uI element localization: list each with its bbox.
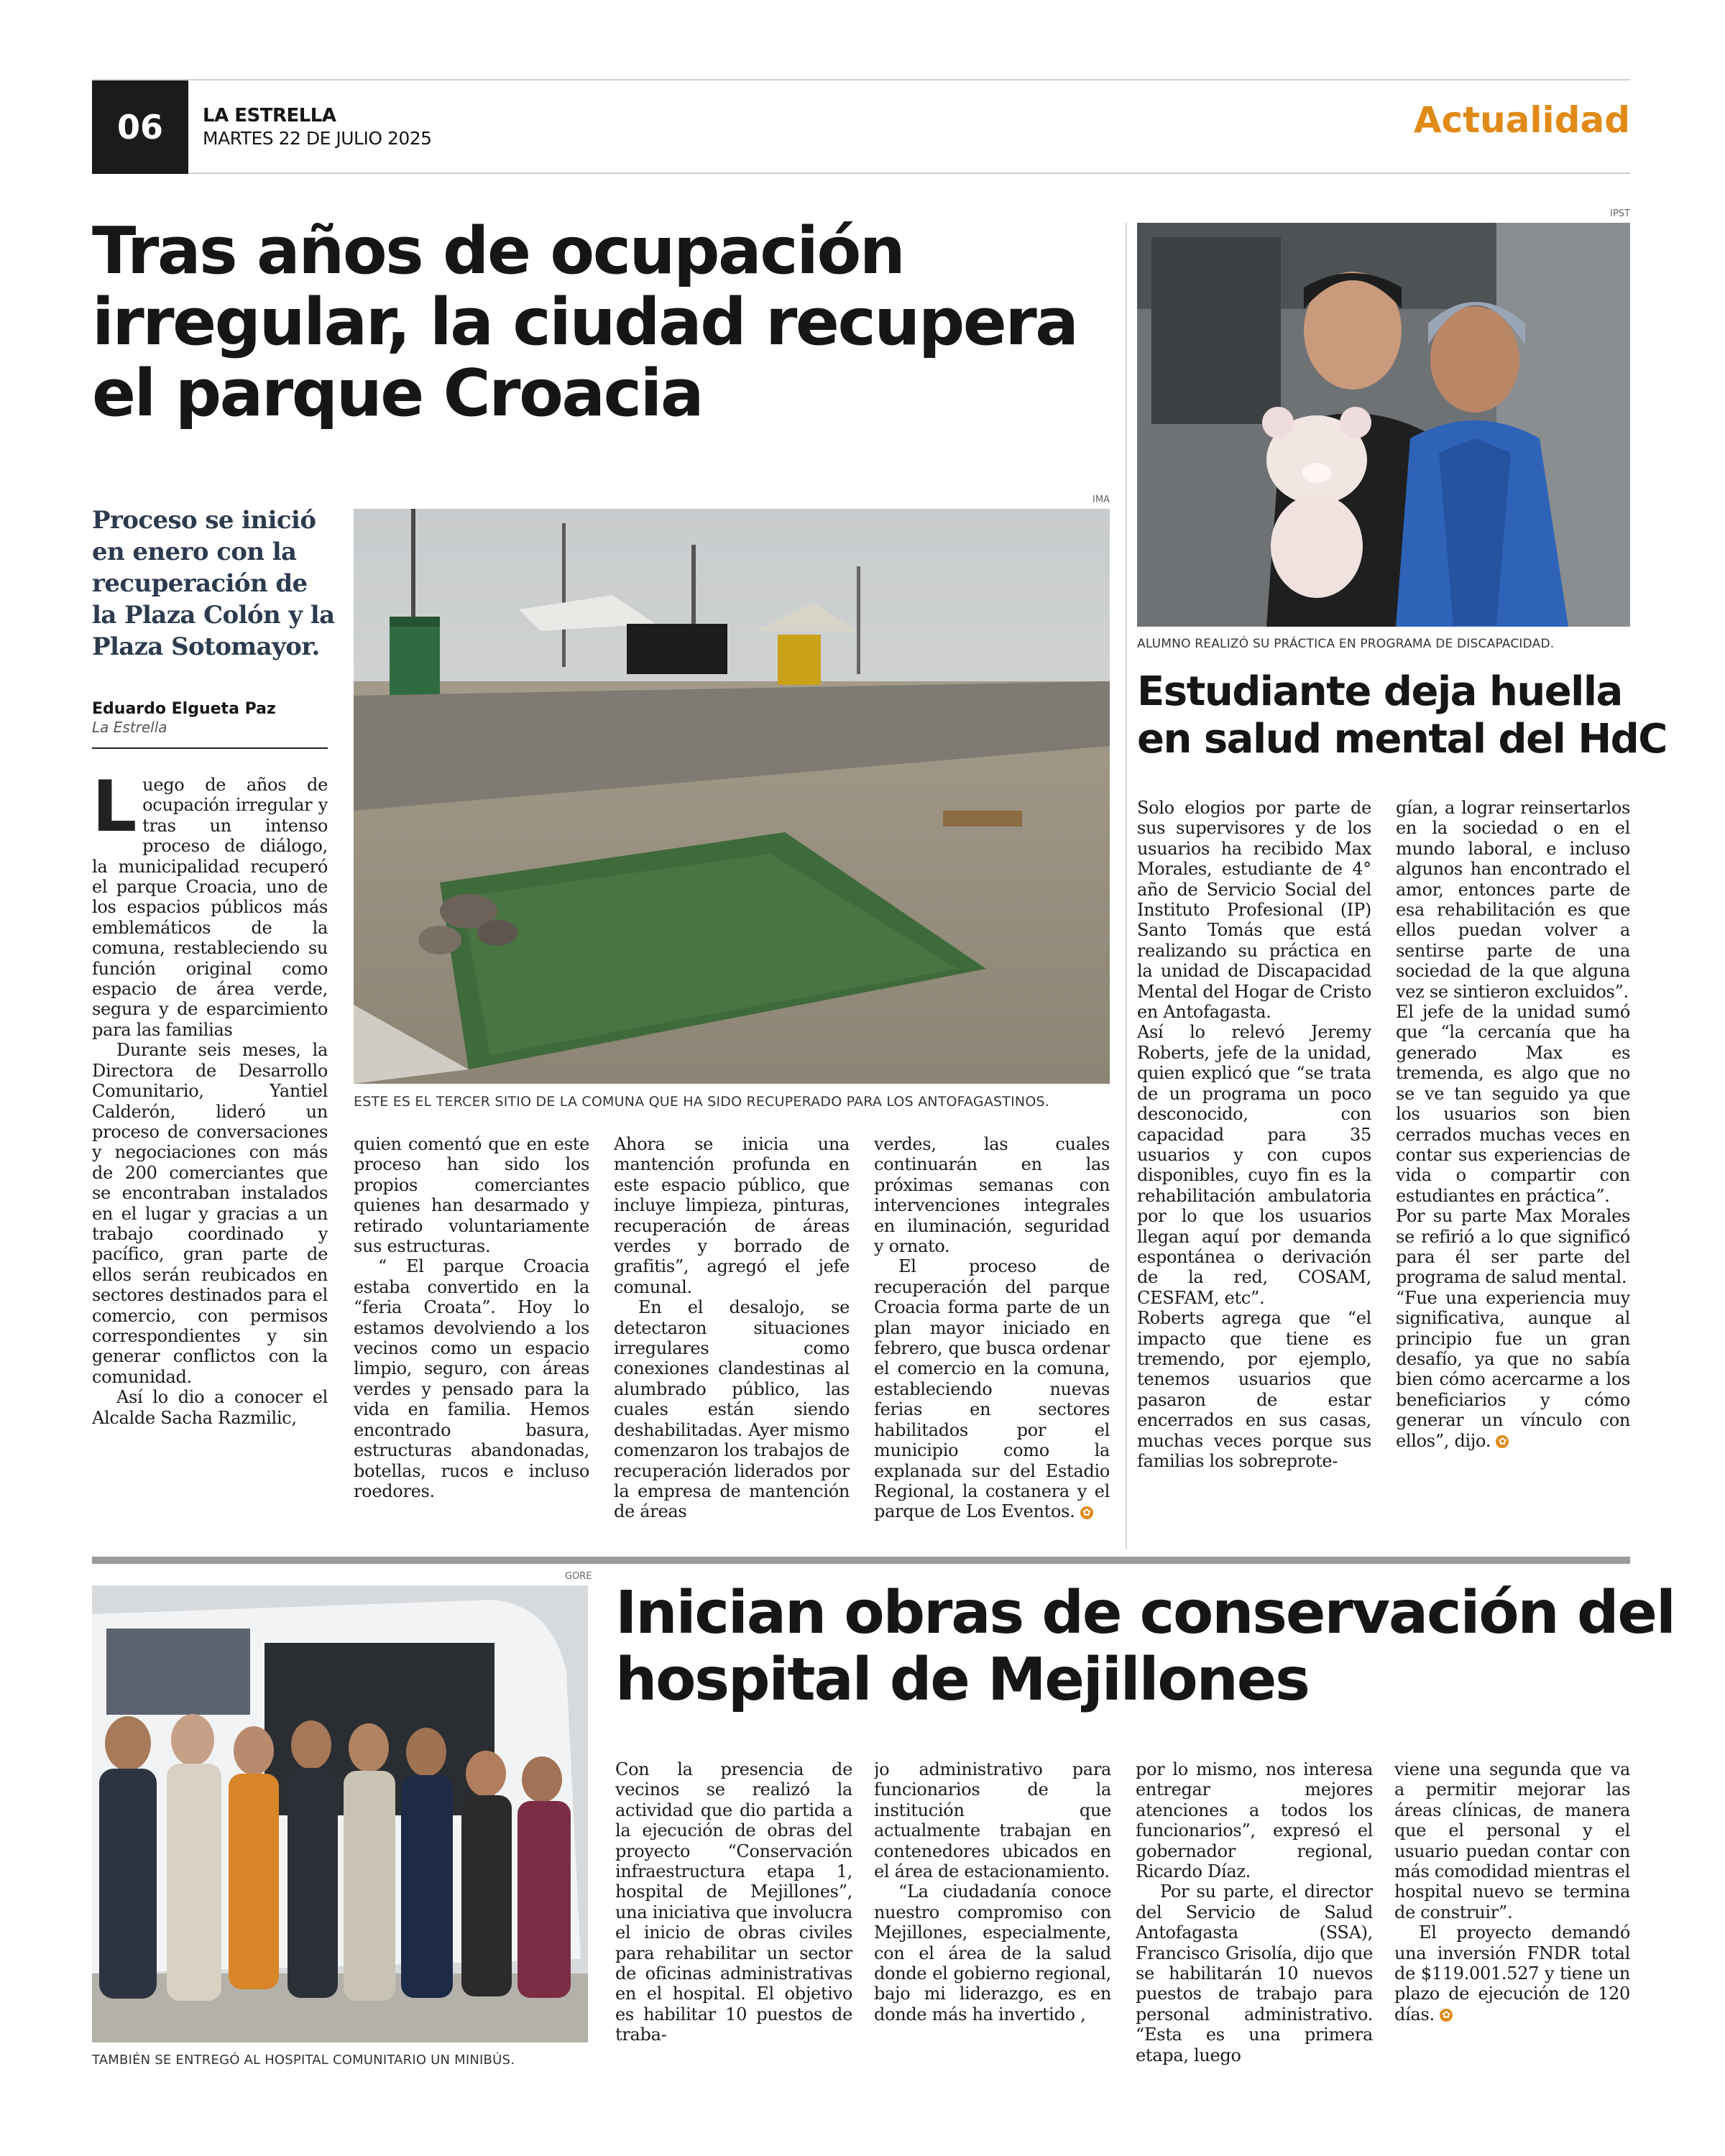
article3-paragraph: viene una segunda que va a permitir mejorar las áreas clínicas, de manera que el personal y el usuario puedan contar con más comodidad mientras el hospital nuevo se termina de construir”. <box>1394 1759 1630 1922</box>
article1-column-2 <box>354 1134 589 1548</box>
article1-lede <box>92 505 335 663</box>
article2-paragraph: Solo elogios por parte de sus supervisores y de los usuarios ha recibido Max Morales, estudiante de 4° año de Servicio Social del Instituto Profesional (IP) Santo Tomás que está realizando su práctica en la unidad de Discapacidad Mental del Hogar de Cristo en Antofagasta. <box>1137 798 1371 1023</box>
header-bottom-rule <box>188 172 1630 174</box>
article2-photo <box>1137 223 1630 627</box>
article3-paragraph: jo administrativo para funcionarios de la institución que actualmente trabajan en contenedores ubicados en el área de estacionamiento. <box>874 1759 1111 1882</box>
article2-paragraph: Por su parte Max Morales se refirió a lo que significó para él ser parte del programa de salud mental. <box>1396 1206 1630 1288</box>
article1-author: Eduardo Elgueta Paz <box>92 700 276 718</box>
headline-line: irregular, la ciudad recupera <box>92 285 1077 360</box>
lede-line: en enero con la <box>92 538 297 566</box>
article1-paragraph: Durante seis meses, la Directora de Desarrollo Comunitario, Yantiel Calderón, lideró un proceso de conversaciones y negociaciones con más de 200 comerciantes que se encontraban instalados en el lugar y gracias a un trabajo coordinado y pacífico, gran parte de ellos serán reubicados en sectores destinados para el comercio, con permisos correspondientes y sin generar conflictos con la comunidad. <box>92 1040 328 1387</box>
article3-caption: TAMBIÉN SE ENTREGÓ AL HOSPITAL COMUNITARIO UN MINIBÚS. <box>92 2053 515 2068</box>
article1-headline <box>92 213 1077 431</box>
article1-paragraph: verdes, las cuales continuarán en las próximas semanas con intervenciones integrales en iluminación, seguridad y ornato. <box>874 1134 1110 1257</box>
headline-line: Inician obras de conservación del <box>615 1579 1675 1647</box>
header-top-rule <box>92 79 1630 80</box>
newspaper-name: LA ESTRELLA <box>203 105 336 126</box>
end-of-article-icon: ✿ <box>1496 1435 1509 1448</box>
article3-paragraph: Con la presencia de vecinos se realizó la actividad que dio partida a la ejecución de obras del proyecto “Conservación infraestructura etapa 1, hospital de Mejillones”, una iniciativa que involucra el inicio de obras civiles para rehabilitar un sector de oficinas administrativas en el hospital. El objetivo es habilitar 10 puestos de traba- <box>615 1759 852 2045</box>
article3-paragraph <box>1394 1922 1630 2024</box>
headline-line: Tras años de ocupación <box>92 213 904 289</box>
paragraph-text: El proyecto demandó una inversión FNDR total de $119.001.527 y tiene un plazo de ejecución de 120 días. <box>1394 1922 1630 2024</box>
article2-photo-credit: IPST <box>1610 208 1630 219</box>
park-photo-illustration <box>354 509 1110 1084</box>
article1-column-1 <box>92 775 328 1548</box>
article3-photo-credit: GORE <box>565 1571 592 1582</box>
headline-line: Estudiante deja huella <box>1137 668 1622 715</box>
lede-line: Proceso se inició <box>92 506 316 535</box>
article2-headline <box>1137 668 1667 763</box>
article3-paragraph: por lo mismo, nos interesa entregar mejores atenciones a todos los funcionarios”, expresó el gobernador regional, Ricardo Díaz. <box>1136 1759 1373 1882</box>
article1-paragraph <box>92 775 328 1040</box>
article1-photo-credit: IMA <box>1092 494 1110 505</box>
article1-column-4 <box>874 1134 1110 1548</box>
article1-caption: ESTE ES EL TERCER SITIO DE LA COMUNA QUE HA SIDO RECUPERADO PARA LOS ANTOFAGASTINOS. <box>354 1094 1049 1110</box>
article1-paragraph <box>874 1256 1110 1521</box>
article2-paragraph: gían, a lograr reinsertarlos en la sociedad o en el mundo laboral, e incluso algunos han encontrado el amor, entonces parte de esa rehabilitación es que ellos puedan volver a sentirse parte de una sociedad de la que alguna vez se sintieron excluidos”. <box>1396 798 1630 1002</box>
section-label: Actualidad <box>1413 99 1630 141</box>
headline-line: en salud mental del HdC <box>1137 716 1667 763</box>
end-of-article-icon: ✿ <box>1080 1506 1093 1519</box>
section-separator-bar <box>92 1557 1630 1564</box>
article1-column-3 <box>614 1134 850 1548</box>
article2-column-1 <box>1137 798 1371 1549</box>
article1-paragraph: Ahora se inicia una mantención profunda en este espacio público, que incluye limpieza, pinturas, recuperación de áreas verdes y borrado de grafitis”, agregó el jefe comunal. <box>614 1134 850 1297</box>
article3-column-1 <box>615 1759 852 2076</box>
article1-paragraph: Así lo dio a conocer el Alcalde Sacha Razmilic, <box>92 1387 328 1428</box>
issue-date: MARTES 22 DE JULIO 2025 <box>203 128 432 149</box>
paragraph-text: El proceso de recuperación del parque Croacia forma parte de un plan mayor iniciado en febrero, que busca ordenar el comercio en la comuna, estableciendo nuevas ferias en sectores habilitados por el municipio como la explanada sur del Estadio Regional, la costanera y el parque de Los Eventos. <box>874 1256 1110 1522</box>
paragraph-text: uego de años de ocupación irregular y tras un intenso proceso de diálogo, la municipalidad recuperó el parque Croacia, uno de los espacios públicos más emblemáticos de la comuna, restableciendo su función original como espacio de área verde, segura y de esparcimiento para las familias <box>92 775 328 1040</box>
article3-column-2 <box>874 1759 1111 2076</box>
article2-paragraph <box>1396 1288 1630 1451</box>
page-number: 06 <box>92 80 188 174</box>
headline-line: hospital de Mejillones <box>615 1646 1309 1715</box>
article2-caption: ALUMNO REALIZÓ SU PRÁCTICA EN PROGRAMA DE DISCAPACIDAD. <box>1137 637 1555 651</box>
article3-column-4 <box>1394 1759 1630 2076</box>
article1-paragraph: En el desalojo, se detectaron situaciones irregulares como conexiones clandestinas al alumbrado público, las cuales están siendo deshabilitadas. Ayer mismo comenzaron los trabajos de recuperación liderados por la empresa de mantención de áreas <box>614 1297 850 1522</box>
article2-column-2 <box>1396 798 1630 1549</box>
lede-line: Plaza Sotomayor. <box>92 632 320 661</box>
paragraph-text: “Fue una experiencia muy significativa, aunque al principio fue un gran desafío, ya que no sabía bien cómo acercarme a los beneficiarios y cómo generar un vínculo con ellos”, dijo. <box>1396 1287 1630 1451</box>
article3-paragraph: Por su parte, el director del Servicio de Salud Antofagasta (SSA), Francisco Grisolía, dijo que se habilitarán 10 nuevos puestos de trabajo para personal administrativo. “Esta es una primera etapa, luego <box>1136 1881 1373 2065</box>
lede-line: la Plaza Colón y la <box>92 601 335 630</box>
lede-line: recuperación de <box>92 569 308 598</box>
student-photo-illustration <box>1137 223 1630 627</box>
article3-paragraph: “La ciudadanía conoce nuestro compromiso con Mejillones, especialmente, con el área de la salud donde el gobierno regional, bajo mi liderazgo, es en donde más ha invertido , <box>874 1881 1111 2024</box>
article3-column-3 <box>1136 1759 1373 2076</box>
article1-paragraph: “ El parque Croacia estaba convertido en la “feria Croata”. Hoy lo estamos devolviendo a los vecinos como un espacio limpio, seguro, con áreas verdes y pensado para la vida en familia. Hemos encontrado basura, estructuras abandonadas, botellas, rucos e incluso roedores. <box>354 1256 589 1501</box>
article2-paragraph: Así lo relevó Jeremy Roberts, jefe de la unidad, quien explicó que “se trata de un programa un poco desconocido, con capacidad para 35 usuarios y con cupos disponibles, cuyo fin es la rehabilitación ambulatoria por lo que los usuarios llegan aquí por demanda espontánea o derivación de la red, COSAM, CESFAM, etc”. <box>1137 1022 1371 1308</box>
end-of-article-icon: ✿ <box>1440 2009 1453 2022</box>
headline-line: el parque Croacia <box>92 356 703 431</box>
article1-outlet: La Estrella <box>92 719 167 736</box>
article1-paragraph: quien comentó que en este proceso han sido los propios comerciantes quienes han desarmado y retirado voluntariamente sus estructuras. <box>354 1134 589 1257</box>
article1-photo <box>354 509 1110 1084</box>
column-divider <box>1126 223 1127 1549</box>
article2-paragraph: El jefe de la unidad sumó que “la cercanía que ha generado Max es tremenda, es algo que no se ve tan seguido ya que los usuarios son bien cerrados muchas veces en contar sus experiencias de vida o compartir con estudiantes en práctica”. <box>1396 1002 1630 1206</box>
article3-headline <box>615 1580 1675 1714</box>
article3-photo <box>92 1585 588 2042</box>
drop-cap: L <box>92 775 137 848</box>
group-photo-illustration <box>92 1585 588 2042</box>
byline-rule <box>92 747 328 749</box>
article2-paragraph: Roberts agrega que “el impacto que tiene es tremendo, por ejemplo, tenemos usuarios que pasaron de estar encerrados en sus casas, muchas veces porque sus familias los sobreprote- <box>1137 1308 1371 1471</box>
